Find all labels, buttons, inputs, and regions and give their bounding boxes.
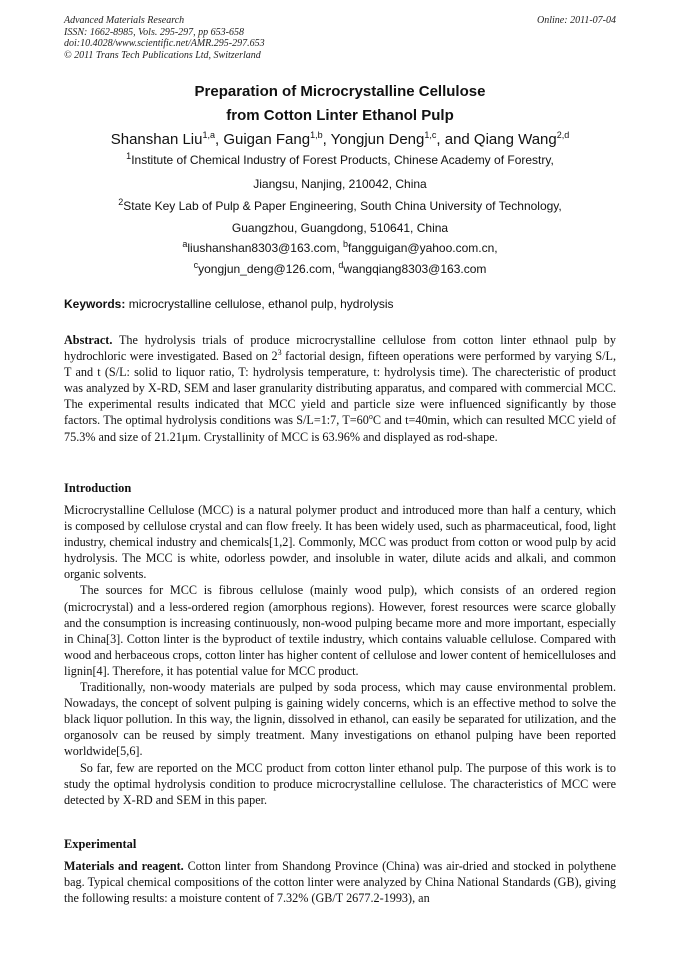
author-name: Qiang Wang bbox=[473, 131, 557, 148]
affiliation-2-line-2: Guangzhou, Guangdong, 510641, China bbox=[231, 221, 449, 235]
subsection-label: Materials and reagent. bbox=[64, 859, 184, 873]
affiliation-text: State Key Lab of Pulp & Paper Engineering, South China University of Technology, bbox=[123, 199, 562, 213]
author-affil-sup: 1,c bbox=[424, 130, 437, 140]
body-paragraph: Traditionally, non-woody materials are pulped by soda process, which may cause environmental problem. Nowadays, the concept of solvent pulping is gaining widely concerns, which is an effective method to solve the black liquor pollution. In this way, the lignin, dissolved in ethanol, can easily be separated for utilization, and the organosolv can be reused by simply treatment. Many investigations on ethanol pulping have been reported worldwide[5,6]. bbox=[64, 680, 616, 759]
email-address: wangqiang8303@163.com bbox=[343, 262, 487, 276]
keywords-text: microcrystalline cellulose, ethanol pulp, hydrolysis bbox=[125, 297, 394, 311]
affiliation-1-line-1 bbox=[64, 153, 616, 168]
affiliation-sup: 2 bbox=[118, 197, 124, 207]
abstract-label: Abstract. bbox=[64, 333, 113, 347]
body-paragraph: So far, few are reported on the MCC product from cotton linter ethanol pulp. The purpose of this work is to study the optimal hydrolysis condition to produce microcrystalline cellulose. The characteristics of MCC were detected by X-RD and SEM in this paper. bbox=[64, 760, 616, 807]
affiliation-2-line-1 bbox=[64, 199, 616, 214]
paper-title-line-1: Preparation of Microcrystalline Cellulose bbox=[194, 83, 486, 100]
author-affil-sup: 1,b bbox=[310, 130, 323, 140]
email-sup: a bbox=[182, 239, 188, 249]
journal-name: Advanced Materials Research bbox=[64, 15, 185, 26]
body-paragraph: Microcrystalline Cellulose (MCC) is a natural polymer product and introduced more than half a century, which is composed by cellulose crystal and can flow freely. It has been widely used, such as pharmaceutical, food, light industry, chemical industry and chemicals[1,2]. Commonly, MCC was product from cotton or wood pulp by acid hydrolysis. The MCC is white, odorless powder, and insoluble in water, dilute acids and alkali, and common organic solvents. bbox=[64, 503, 616, 582]
abstract bbox=[64, 332, 616, 445]
affiliation-text: Institute of Chemical Industry of Forest Products, Chinese Academy of Forestry, bbox=[131, 153, 554, 167]
author-separator: , bbox=[215, 131, 224, 148]
email-sup: d bbox=[338, 260, 344, 270]
abstract-text: C and t=40min, which can resulted MCC yield of 75.3% and size of 21.21μm. Crystallinity of MCC is 63.96% and displayed as rod-shape. bbox=[64, 413, 616, 444]
author-name: Guigan Fang bbox=[223, 131, 311, 148]
paper-title-line-2: from Cotton Linter Ethanol Pulp bbox=[226, 107, 454, 124]
journal-header bbox=[64, 15, 616, 61]
degree-superscript: o bbox=[368, 412, 373, 422]
introduction-heading: Introduction bbox=[64, 481, 132, 495]
email-address: liushanshan8303@163.com, bbox=[187, 241, 343, 255]
superscript: 3 bbox=[277, 348, 282, 358]
keywords-label: Keywords: bbox=[64, 297, 126, 311]
email-line-1 bbox=[64, 241, 616, 256]
author-name: Shanshan Liu bbox=[110, 131, 203, 148]
body-paragraph bbox=[64, 858, 616, 906]
body-paragraph: The sources for MCC is fibrous cellulose (mainly wood pulp), which consists of an ordered region (microcrystal) and a less-ordered region (amorphous regions). However, forest resources were scarce globally and the consumption is increasing continuously, non-wood pulping became more and more important, especially in China[3]. Cotton linter is the byproduct of textile industry, which contains valuable cellulose. Compared with wood and herbaceous crops, cotton linter has higher content of cellulose and lower content of hemicelluloses and lignin[4]. Therefore, it has potential value for MCC product. bbox=[64, 583, 616, 678]
online-date: Online: 2011-07-04 bbox=[537, 15, 616, 26]
author-affil-sup: 1,a bbox=[202, 130, 215, 140]
affiliation-1-line-2: Jiangsu, Nanjing, 210042, China bbox=[253, 177, 427, 191]
copyright-line: © 2011 Trans Tech Publications Ltd, Switzerland bbox=[64, 49, 261, 61]
abstract-text: factorial design, fifteen operations were performed by varying S/L, T and t (S/L: solid to liquor ratio, T: hydrolysis temperature, t: hydrolysis time). The charecteristic of product was analyzed by X-RD, SEM and laser granularity distributing apparatus, and compared with commercial MCC. The experimental results indicated that MCC yield and particle size were influenced significantly by those factors. The optimal hydrolysis conditions was S/L=1:7, T=60 bbox=[64, 349, 617, 428]
abstract-paragraph bbox=[64, 332, 616, 445]
author-affil-sup: 2,d bbox=[556, 130, 570, 140]
email-sup: c bbox=[193, 260, 199, 270]
introduction-body bbox=[64, 502, 616, 808]
author-name: Yongjun Deng bbox=[330, 131, 425, 148]
email-line-2 bbox=[64, 262, 616, 277]
experimental-body bbox=[64, 858, 616, 906]
keywords bbox=[64, 297, 616, 312]
body-text: Cotton linter from Shandong Province (China) was air-dried and stocked in polythene bag. Typical chemical compositions of the cotton linter were analyzed by China National Standards (GB), giving the following results: a moisture content of 7.32% (GB/T 2677.2-1993), an bbox=[64, 859, 616, 906]
abstract-text: The hydrolysis trials of produce microcrystalline cellulose from cotton linter ethnaol pulp by hydrochloric were investigated. Based on 2 bbox=[64, 333, 616, 364]
issn-line: ISSN: 1662-8985, Vols. 295-297, pp 653-658 bbox=[64, 26, 244, 38]
email-sup: b bbox=[343, 239, 349, 249]
author-separator: , and bbox=[436, 131, 474, 148]
email-address: yongjun_deng@126.com, bbox=[198, 262, 339, 276]
doi-line: doi:10.4028/www.scientific.net/AMR.295-297.653 bbox=[64, 38, 265, 49]
author-list bbox=[64, 130, 616, 150]
email-address: fangguigan@yahoo.com.cn, bbox=[348, 241, 498, 255]
author-separator: , bbox=[322, 131, 331, 148]
experimental-heading: Experimental bbox=[64, 837, 137, 851]
affiliation-sup: 1 bbox=[126, 151, 132, 161]
